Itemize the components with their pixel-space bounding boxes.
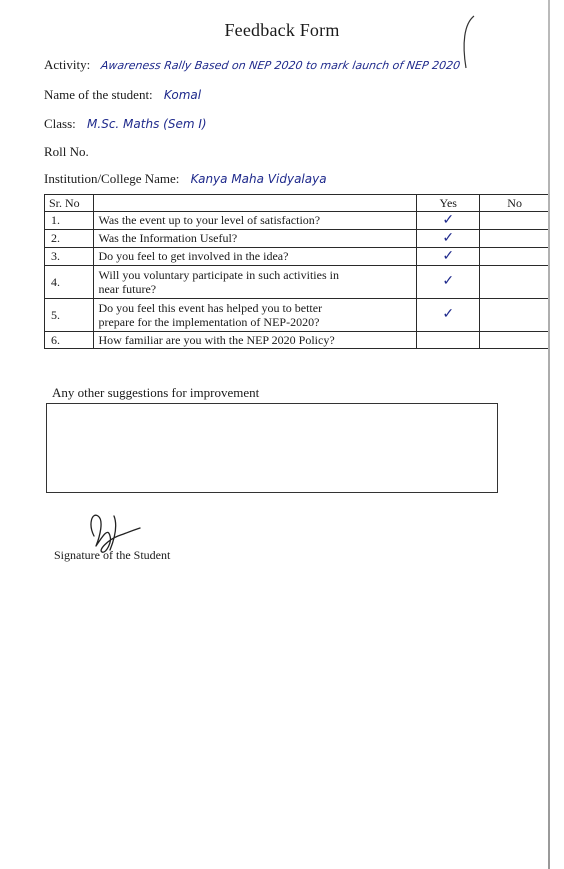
table-row [45, 230, 550, 248]
class-label: Class: [44, 116, 76, 131]
row-number: 5. [45, 299, 94, 332]
roll-no-row [44, 144, 100, 160]
suggestions-textbox[interactable] [46, 403, 498, 493]
signature-label: Signature of the Student [54, 548, 171, 562]
row-question-line-1: Will you voluntary participate in such activities in [98, 268, 339, 282]
form-title: Feedback Form [224, 20, 340, 40]
row-number: 1. [45, 212, 94, 230]
table-row [45, 248, 550, 266]
institution-value[interactable]: Kanya Maha Vidyalaya [190, 172, 327, 186]
student-name-row [44, 87, 201, 103]
no-cell[interactable] [480, 266, 550, 299]
class-row [44, 116, 207, 132]
yes-checkmark[interactable]: ✓ [417, 299, 480, 332]
row-question-line-1: Do you feel this event has helped you to better [98, 301, 323, 315]
yes-checkmark[interactable]: ✓ [417, 266, 480, 299]
table-header-row [45, 195, 550, 212]
row-number: 3. [45, 248, 94, 266]
row-question [94, 299, 417, 332]
row-number: 6. [45, 332, 94, 349]
activity-label: Activity: [44, 57, 91, 72]
table-row [45, 266, 550, 299]
feedback-table [44, 194, 550, 349]
row-question-line-2: near future? [98, 282, 157, 296]
header-question [94, 195, 417, 212]
header-yes: Yes [417, 195, 480, 212]
header-no: No [480, 195, 550, 212]
table-row [45, 299, 550, 332]
scan-edge-shadow [548, 0, 550, 869]
row-question: How familiar are you with the NEP 2020 Policy? [94, 332, 417, 349]
student-name-value[interactable]: Komal [163, 88, 202, 102]
activity-row [44, 57, 461, 73]
table-row [45, 332, 550, 349]
row-question: Was the Information Useful? [94, 230, 417, 248]
activity-value[interactable]: Awareness Rally Based on NEP 2020 to mark launch of NEP 2020 [100, 59, 462, 72]
institution-row [44, 171, 327, 187]
yes-checkmark[interactable]: ✓ [417, 248, 480, 266]
yes-checkmark[interactable]: ✓ [417, 212, 480, 230]
institution-label: Institution/College Name: [44, 171, 180, 186]
yes-checkmark[interactable]: ✓ [417, 230, 480, 248]
student-name-label: Name of the student: [44, 87, 153, 102]
roll-no-label: Roll No. [44, 144, 89, 159]
suggestions-label: Any other suggestions for improvement [52, 385, 260, 400]
row-number: 2. [45, 230, 94, 248]
no-cell[interactable] [480, 332, 550, 349]
no-cell[interactable] [480, 299, 550, 332]
row-number: 4. [45, 266, 94, 299]
row-question [94, 266, 417, 299]
header-sr-no: Sr. No [45, 195, 94, 212]
row-question-line-2: prepare for the implementation of NEP-2020? [98, 315, 320, 329]
row-question: Was the event up to your level of satisfaction? [94, 212, 417, 230]
no-cell[interactable] [480, 212, 550, 230]
class-value[interactable]: M.Sc. Maths (Sem I) [87, 117, 207, 131]
no-cell[interactable] [480, 248, 550, 266]
table-row [45, 212, 550, 230]
yes-checkmark[interactable] [417, 332, 480, 349]
row-question: Do you feel to get involved in the idea? [94, 248, 417, 266]
no-cell[interactable] [480, 230, 550, 248]
